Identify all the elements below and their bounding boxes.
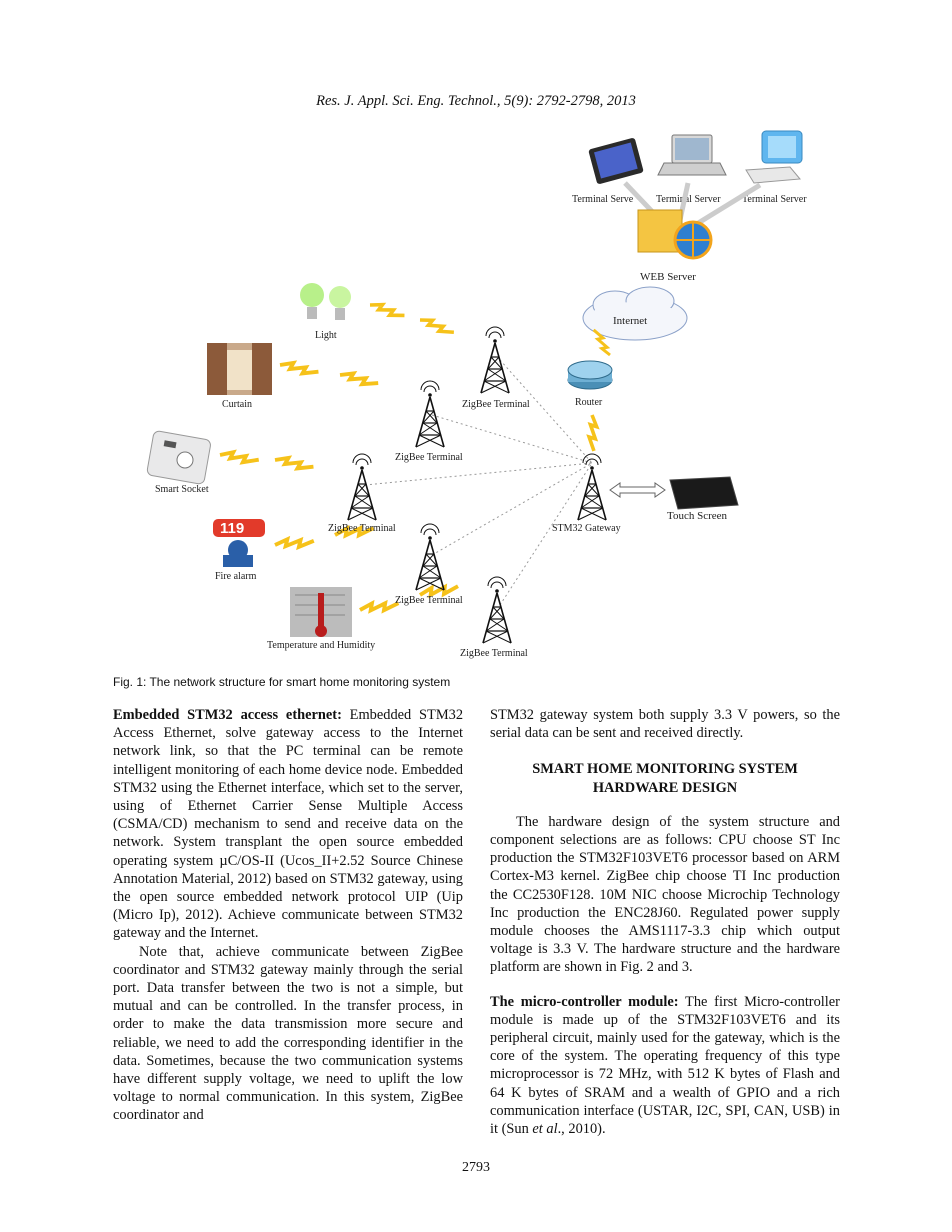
smart-socket-label: Smart Socket bbox=[155, 484, 209, 495]
terminal-label-2: Terminal Server bbox=[656, 194, 721, 205]
stm32-gateway bbox=[552, 454, 621, 534]
citation-etal: et al bbox=[532, 1121, 558, 1138]
terminal-label-3: Terminal Server bbox=[742, 194, 807, 205]
gateway-touchscreen-arrow bbox=[610, 483, 665, 497]
touch-screen bbox=[667, 477, 738, 522]
temperature-label: Temperature and Humidity bbox=[267, 640, 376, 651]
figure-caption: Fig. 1: The network structure for smart home monitoring system bbox=[113, 675, 451, 689]
internet-label: Internet bbox=[613, 315, 648, 327]
terminal-label-1: Terminal Serve bbox=[572, 194, 634, 205]
zigbee-terminal-2 bbox=[395, 381, 463, 463]
zigbee-label-4: ZigBee Terminal bbox=[395, 595, 463, 606]
page-number: 2793 bbox=[462, 1160, 490, 1175]
fire-alarm-number: 119 bbox=[220, 520, 245, 537]
paragraph-text: The first Micro-controller module is made up of the STM32F103VET6 and its peripheral circuit, mainly used for the gateway, which is the core of the system. The operating frequency of this type microprocessor is 72 MHz, with 512 K bytes of Flash and 64 K bytes of SRAM and a wealth of GPIO and a rich communication interface (USTAR, I2C, SPI, CAN, USB) in it (Sun bbox=[490, 993, 840, 1138]
heading-line-2: HARDWARE DESIGN bbox=[592, 779, 738, 796]
smart-socket bbox=[146, 430, 211, 495]
section-heading bbox=[490, 760, 840, 796]
terminal-server-3 bbox=[742, 131, 807, 205]
left-column bbox=[113, 706, 463, 1125]
light-bulbs bbox=[300, 283, 351, 341]
paragraph-lead: Embedded STM32 access ethernet: bbox=[113, 707, 342, 723]
paragraph-lead: The micro-controller module: bbox=[490, 993, 679, 1010]
journal-header: Res. J. Appl. Sci. Eng. Technol., 5(9): 2792-2798, 2013 bbox=[316, 93, 636, 109]
citation-end: ., 2010). bbox=[557, 1121, 606, 1138]
zigbee-label-2: ZigBee Terminal bbox=[395, 452, 463, 463]
right-column bbox=[490, 706, 840, 1138]
fire-alarm-label: Fire alarm bbox=[215, 571, 257, 582]
touch-screen-label: Touch Screen bbox=[667, 510, 728, 522]
paragraph-serial-port: Note that, achieve communicate between ZigBee coordinator and STM32 gateway mainly through the serial port. Data transfer between the two is not a simple, but mutual and can be controlled. In the transfer process, in order to make the data transmission more secure and reliable, we need to add the corresponding identifier in the data. Sometimes, because the two communication systems have different supply voltage, we need to uplift the low voltage to normal communication. In this system, ZigBee coordinator and bbox=[113, 943, 463, 1124]
web-server-label: WEB Server bbox=[640, 271, 696, 283]
zigbee-terminal-5 bbox=[460, 577, 528, 659]
zigbee-label-5: ZigBee Terminal bbox=[460, 648, 528, 659]
paragraph-embedded-ethernet bbox=[113, 706, 463, 943]
terminal-server-2 bbox=[656, 135, 726, 205]
curtain bbox=[207, 343, 272, 410]
heading-line-1: SMART HOME MONITORING SYSTEM bbox=[532, 761, 798, 778]
zigbee-label-3: ZigBee Terminal bbox=[328, 523, 396, 534]
network-structure-figure bbox=[140, 125, 810, 660]
paragraph-text: Embedded STM32 Access Ethernet, solve gateway access to the Internet network link, so that the PC terminal can be remote intelligent monitoring of each home device node. Embedded STM32 using the Ethernet interface, which set to the server, using of Ethernet Carrier Sense Multiple Access (CSMA/CD) mechanism to send and receive data on the network. System transplant the open source embedded operating system µC/OS-II (Ucos_II+2.52 Source Chinese Annotation Material, 2012) based on STM32 gateway, using the open source embedded network protocol UIP (Uip (Micro Ip), 2012). Achieve communicate between STM32 gateway and the Internet. bbox=[113, 707, 464, 942]
paragraph-microcontroller bbox=[490, 993, 840, 1139]
router bbox=[568, 361, 612, 408]
thermometer bbox=[267, 587, 375, 651]
internet-cloud bbox=[583, 287, 687, 340]
zigbee-label-1: ZigBee Terminal bbox=[462, 399, 530, 410]
gateway-label: STM32 Gateway bbox=[552, 523, 621, 534]
paragraph-power-supply: STM32 gateway system both supply 3.3 V powers, so the serial data can be sent and received directly. bbox=[490, 707, 840, 742]
curtain-label: Curtain bbox=[222, 399, 252, 410]
zigbee-terminal-3 bbox=[328, 454, 396, 534]
fire-alarm bbox=[213, 519, 265, 582]
zigbee-terminal-1 bbox=[462, 327, 530, 410]
paragraph-hardware-design: The hardware design of the system structure and component selections are as follows: CPU choose ST Inc production the STM32F103VET6 processor based on ARM Cortex-M3 kernel. ZigBee chip choose TI Inc production the CC2530F128. 10M NIC choose Microchip Technology Inc production the ENC28J60. Regulated power supply module chooses the AMS1117-3.3 chip which output voltage is 3.3 V. The hardware structure and the hardware platform are shown in Fig. 2 and 3. bbox=[490, 813, 840, 976]
router-label: Router bbox=[575, 397, 603, 408]
light-label: Light bbox=[315, 330, 337, 341]
